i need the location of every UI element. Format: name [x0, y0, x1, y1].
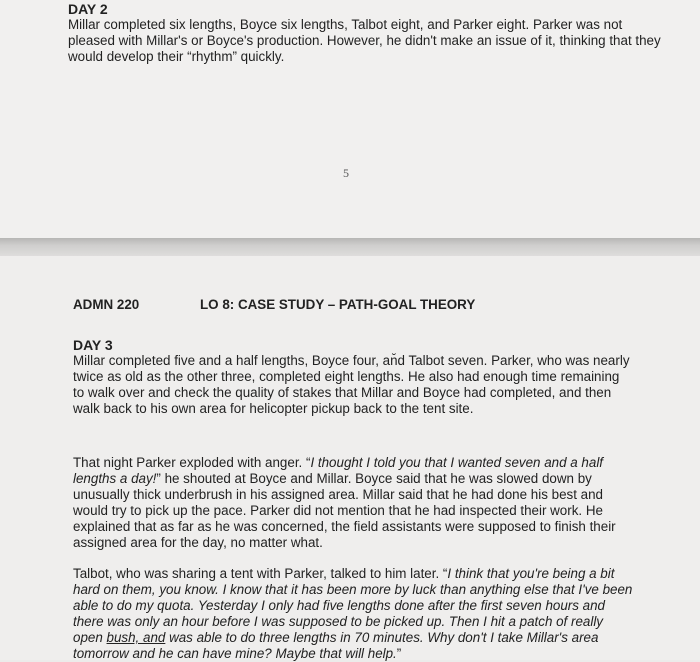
para3-close: ”	[396, 646, 402, 661]
day3-paragraph: Millar completed five and a half lengths, Boyce four, an̆d Talbot seven. Parker, who was nearly twice as old as the other three, completed eight lengths. He also had enough time remaining to walk over and check the quality of stakes that Millar and Boyce had completed, and then walk back to his own area for helicopter pickup back to the tent site.	[73, 353, 630, 416]
case-study-title: LO 8: CASE STUDY – PATH-GOAL THEORY	[200, 297, 476, 312]
previous-page	[0, 0, 700, 238]
para2-lead: That night Parker exploded with anger. “	[73, 455, 311, 470]
day2-heading: DAY 2	[68, 1, 108, 17]
para3-quote-2: was able to do three lengths in 70 minutes. Why don't I take Millar's area tomorrow and he can have mine? Maybe that will help.	[73, 630, 599, 661]
talbot-paragraph	[73, 566, 633, 662]
page-divider	[0, 238, 700, 256]
day3-heading: DAY 3	[73, 337, 113, 353]
day2-section	[68, 1, 668, 65]
course-code: ADMN 220	[73, 297, 140, 312]
page-number: 5	[343, 166, 349, 180]
day2-paragraph: Millar completed six lengths, Boyce six lengths, Talbot eight, and Parker eight. Parker was not pleased with Millar's or Boyce's production. However, he didn't make an issue of it, thinking that they would develop their “rhythm” quickly.	[68, 17, 661, 64]
day3-section	[73, 337, 633, 417]
para3-quote-1: I think that you're being a bit hard on them, you know. I know that it has been more by luck than anything else that I've been able to do my quota. Yesterday I only had five lengths done after the first seven hours and there was only an hour before I was supposed to be picked up. Then I hit a patch of really open	[73, 566, 633, 645]
parker-anger-paragraph	[73, 455, 633, 551]
para3-lead: Talbot, who was sharing a tent with Parker, talked to him later. “	[73, 566, 448, 581]
para2-quote: I thought I told you that I wanted seven and a half lengths a day!	[73, 455, 604, 486]
para3-underlined-text: bush, and	[106, 630, 166, 645]
para2-rest: ” he shouted at Boyce and Millar. Boyce said that he was slowed down by unusually thick underbrush in his assigned area. Millar said that he had done his best and would try to pick up the pace. Parker did not mention that he had inspected their work. He explained that as far as he was concerned, the field assistants were supposed to finish their assigned area for the day, no matter what.	[73, 471, 616, 550]
